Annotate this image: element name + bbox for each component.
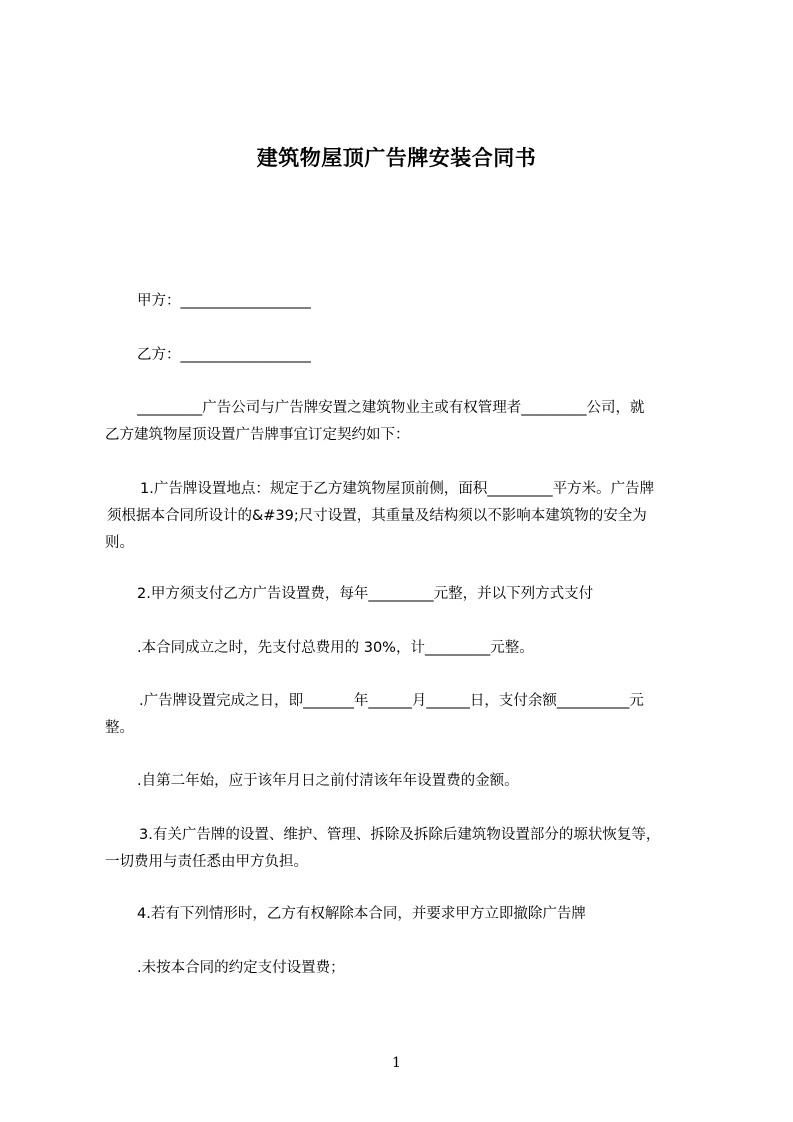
document-title: 建筑物屋顶广告牌安装合同书: [256, 146, 537, 170]
clause-2-item-b-line-1: .广告牌设置完成之日，即_______年______月______日，支付余额__________元: [139, 693, 644, 709]
clause-3-line-1: 3.有关广告牌的设置、维护、管理、拆除及拆除后建筑物设置部分的塬状恢复等，: [139, 827, 661, 843]
clause-2-item-a: .本合同成立之时，先支付总费用的 30%，计_________元整。: [137, 640, 534, 656]
page-number: 1: [392, 1055, 401, 1071]
clause-2-item-b-line-2: 整。: [105, 720, 134, 736]
clause-3-line-2: 一切费用与责任悉由甲方负担。: [105, 854, 308, 870]
clause-1-line-3: 则。: [105, 535, 134, 551]
clause-4: 4.若有下列情形时，乙方有权解除本合同，并要求甲方立即撤除广告牌: [137, 906, 586, 922]
clause-1-line-2: 须根据本合同所设计的&#39;尺寸设置，其重量及结构须以不影响本建筑物的安全为: [107, 508, 647, 524]
party-b-line: 乙方：__________________: [137, 347, 311, 363]
party-a-line: 甲方：__________________: [137, 293, 311, 309]
clause-2-item-c: .自第二年始，应于该年月日之前付清该年年设置费的金额。: [137, 773, 519, 789]
clause-1-line-1: 1.广告牌设置地点：规定于乙方建筑物屋顶前侧，面积_________平方米。广告牌: [140, 481, 655, 497]
intro-paragraph-line-2: 乙方建筑物屋顶设置广告牌事宜订定契约如下：: [105, 427, 410, 443]
clause-4-item-a: .未按本合同的约定支付设置费；: [137, 960, 345, 976]
intro-paragraph-line-1: _________广告公司与广告牌安置之建筑物业主或有权管理者_________公司，就: [137, 400, 645, 416]
clause-2: 2.甲方须支付乙方广告设置费，每年_________元整，并以下列方式支付: [137, 586, 594, 602]
